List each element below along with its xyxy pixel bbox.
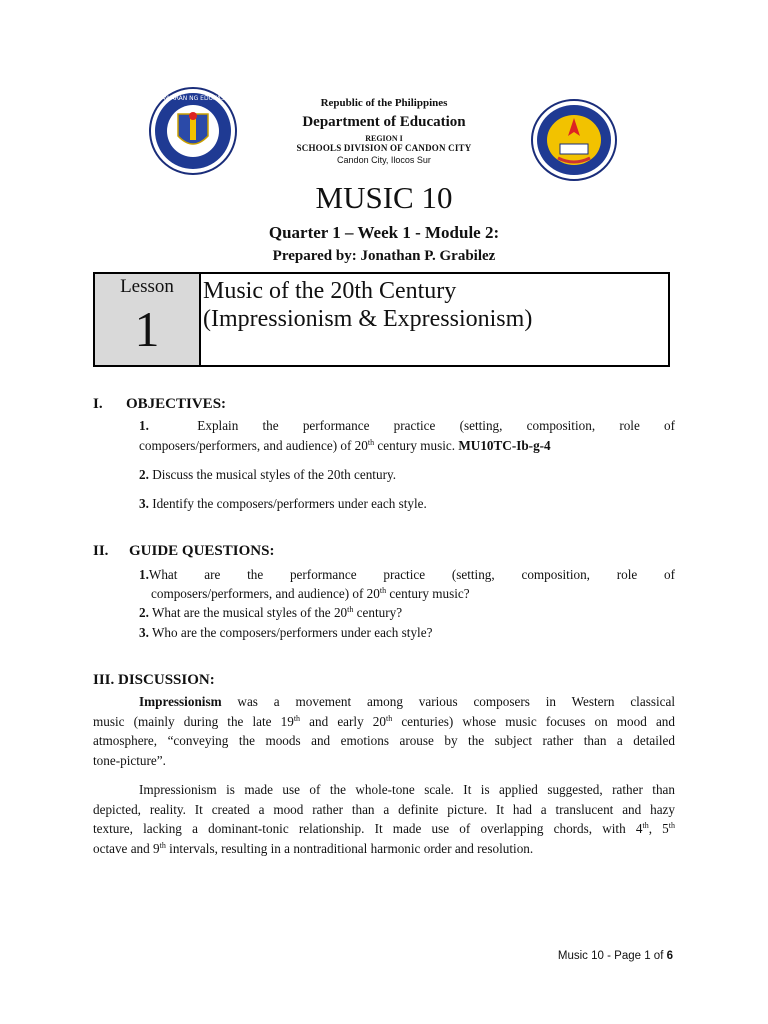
lesson-title-line1: Music of the 20th Century <box>203 278 457 304</box>
guide-2-texta: What are the musical styles of the 20 <box>151 605 348 620</box>
p2-sup3: th <box>159 840 166 850</box>
guide-item-1 <box>139 565 675 585</box>
objective-2-number: 2. <box>139 467 149 482</box>
region-text: REGION I <box>365 134 403 143</box>
city-text: Candon City, Ilocos Sur <box>337 155 431 165</box>
p1-line3: atmosphere, “conveying the moods and emotions arouse by the subject rather than a detailed <box>93 733 675 748</box>
footer-page: 1 <box>644 950 651 962</box>
guide-item-2 <box>139 603 402 623</box>
p2-line1: Impressionism is made use of the whole-tone scale. It is applied suggested, rather than <box>139 782 675 797</box>
objective-3-number: 3. <box>139 496 149 511</box>
prepared-by-text: Prepared by: Jonathan P. Grabilez <box>272 248 496 264</box>
lesson-number-cell <box>95 274 201 365</box>
p2-line2: depicted, reality. It created a mood rather than a definite picture. It had a translucent and hazy <box>93 801 675 817</box>
guide-1-line1: What are the performance practice (setting, composition, role of <box>148 567 675 582</box>
guide-heading-number: II. <box>93 543 109 559</box>
guide-2-sup: th <box>347 605 354 614</box>
p2-line3a: texture, lacking a dominant-tonic relationship. It made use of overlapping chords, with 4 <box>93 821 643 836</box>
guide-1-sup: th <box>379 586 387 595</box>
page-footer <box>558 950 673 962</box>
p2-line4a: octave and 9 <box>93 840 160 856</box>
footer-of: of <box>650 950 667 962</box>
p1-line2a: music (mainly during the late 19 <box>93 713 294 729</box>
p2-sup2: th <box>668 821 676 830</box>
lesson-number: 1 <box>134 301 160 357</box>
p1-line1: was a movement among various composers in Western classical <box>221 694 675 709</box>
objective-1-number: 1. <box>139 418 149 433</box>
objective-item-1 <box>139 416 675 436</box>
lesson-title <box>203 277 532 333</box>
discussion-paragraph-2 <box>93 780 675 858</box>
discussion-paragraph-1 <box>93 692 675 770</box>
guide-1-line2b: century music? <box>386 586 470 601</box>
objective-item-2 <box>139 465 396 485</box>
guide-3-number: 3. <box>139 625 149 640</box>
impressionism-term: Impressionism <box>139 694 222 709</box>
p1-line4: tone-picture”. <box>93 752 166 768</box>
objectives-heading-number: I. <box>93 396 103 412</box>
footer-total: 6 <box>666 950 673 962</box>
objectives-heading: OBJECTIVES: <box>126 396 227 412</box>
page-title: MUSIC 10 <box>315 180 453 215</box>
svg-text:KAGAWARAN NG EDUKASYON: KAGAWARAN NG EDUKASYON <box>148 95 238 102</box>
guide-3-text: Who are the composers/performers under each style? <box>151 625 433 640</box>
guide-1-line2a: composers/performers, and audience) of 20 <box>151 586 380 601</box>
objective-1-line1: Explain the performance practice (setting, composition, role of <box>197 418 676 433</box>
division-text: SCHOOLS DIVISION OF CANDON CITY <box>296 143 472 153</box>
p1-sup1: th <box>293 713 301 723</box>
department-text: Department of Education <box>302 114 466 130</box>
discussion-heading: III. DISCUSSION: <box>93 672 215 688</box>
objective-1-line2a: composers/performers, and audience) of 20 <box>139 438 368 453</box>
guide-heading: GUIDE QUESTIONS: <box>129 543 275 559</box>
footer-prefix: Music 10 - Page <box>557 950 645 962</box>
guide-1-number: 1. <box>139 567 149 582</box>
p2-line4b: intervals, resulting in a nontraditional harmonic order and resolution. <box>165 840 534 856</box>
guide-item-1-cont <box>151 584 470 604</box>
p1-line2c: centuries) whose music focuses on mood and <box>392 713 675 729</box>
p2-sup1: th <box>642 821 649 830</box>
quarter-text: Quarter 1 – Week 1 - Module 2: <box>268 223 500 242</box>
guide-2-number: 2. <box>139 605 149 620</box>
p1-sup2: th <box>385 713 393 723</box>
objective-1-sup: th <box>367 438 375 447</box>
guide-item-3 <box>139 623 432 643</box>
guide-2-textb: century? <box>353 605 403 620</box>
objective-1-code: MU10TC-Ib-g-4 <box>458 438 551 453</box>
objective-2-text: Discuss the musical styles of the 20th century. <box>152 467 396 482</box>
objective-item-1-cont <box>139 436 675 456</box>
republic-text: Republic of the Philippines <box>320 97 448 109</box>
p1-line2b: and early 20 <box>300 713 386 729</box>
lesson-title-line2: (Impressionism & Expressionism) <box>203 306 533 332</box>
p2-line3b: , 5 <box>648 821 669 836</box>
objective-1-line2b: century music. <box>374 438 459 453</box>
objective-item-3 <box>139 494 427 514</box>
lesson-label: Lesson <box>120 276 174 297</box>
objective-3-text: Identify the composers/performers under each style. <box>152 496 427 511</box>
